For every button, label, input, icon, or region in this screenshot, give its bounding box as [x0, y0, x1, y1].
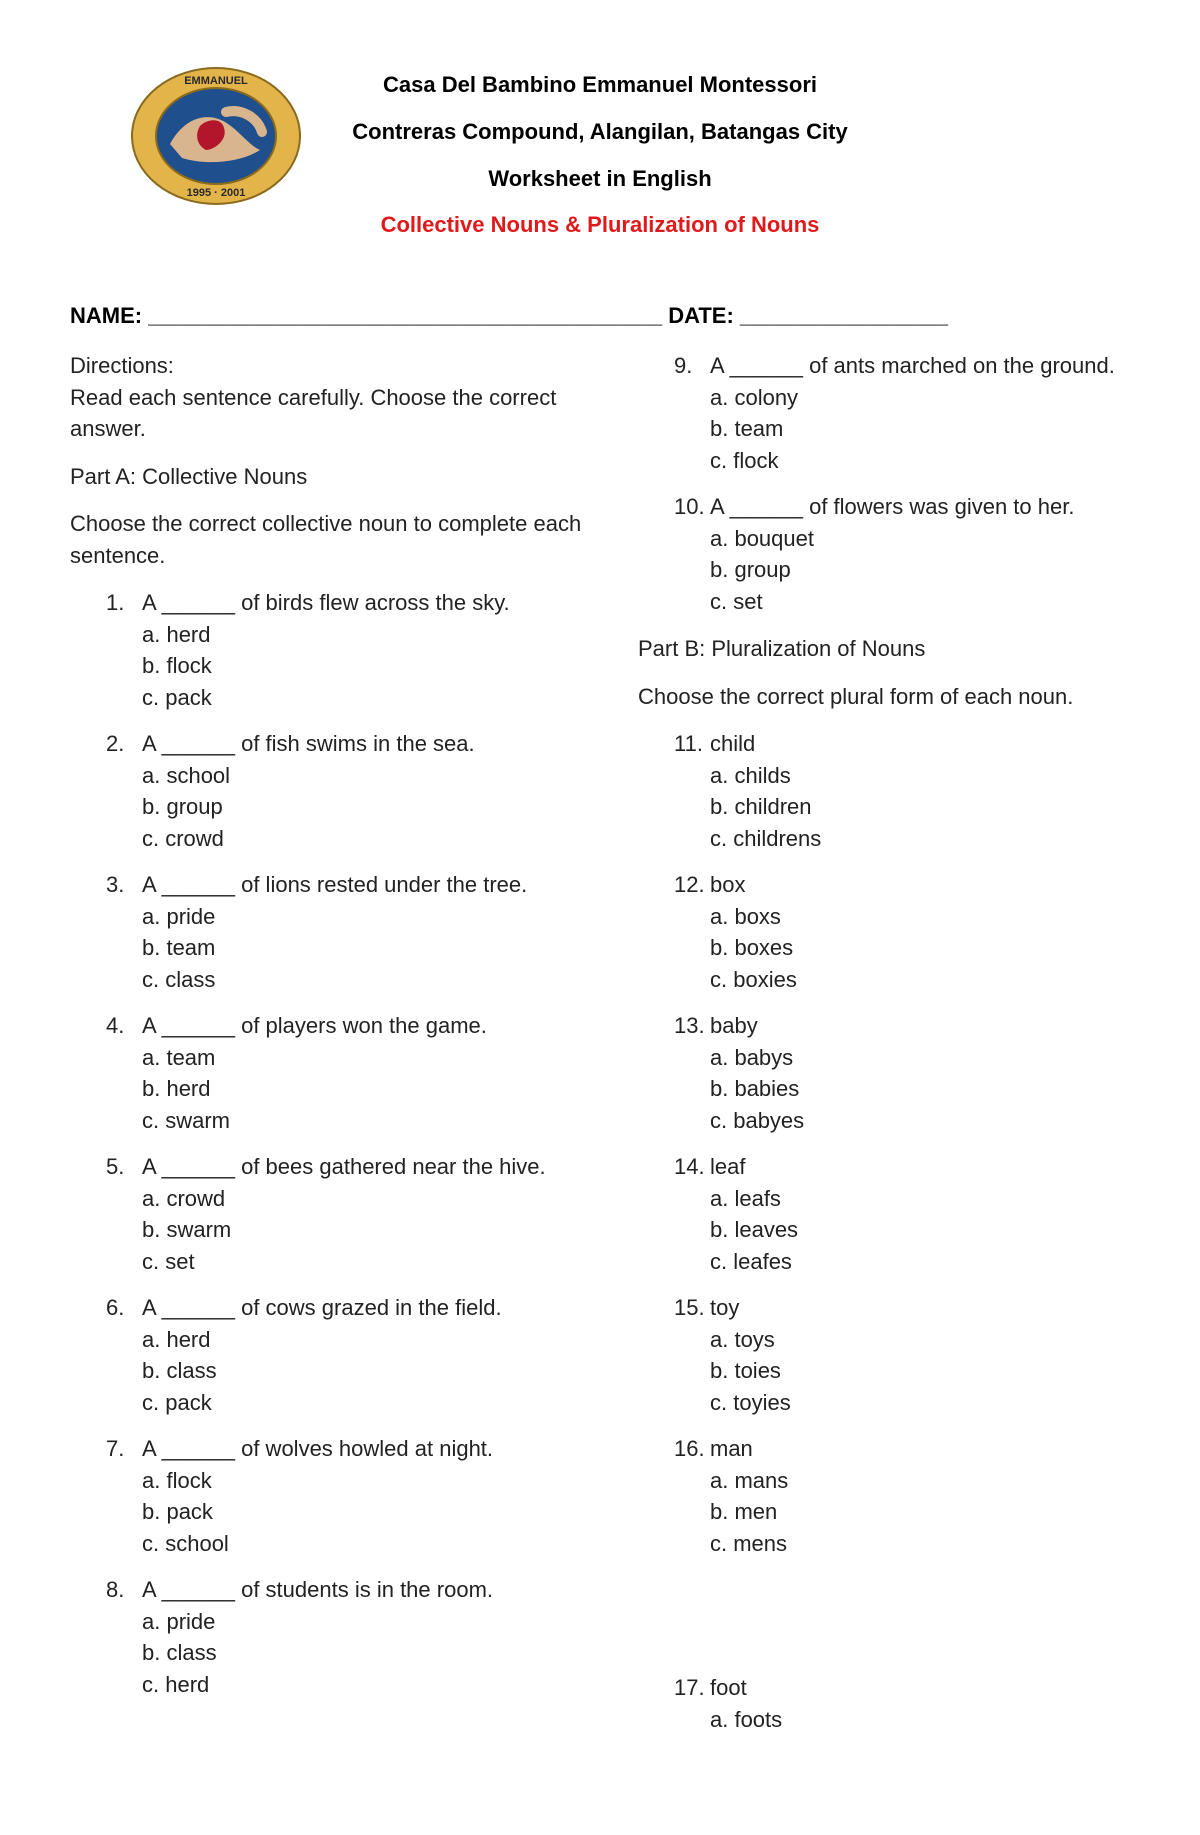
answer-option[interactable]: c. swarm [142, 1107, 230, 1133]
answer-option[interactable]: c. childrens [710, 825, 822, 851]
question-text: A ______ of cows grazed in the field. [142, 1295, 502, 1320]
name-label: NAME: [70, 303, 149, 328]
answer-option[interactable]: b. swarm [142, 1217, 232, 1242]
question-number: 7. [106, 1436, 125, 1461]
question-text: A ______ of fish swims in the sea. [142, 731, 475, 756]
right-column [638, 350, 1158, 1735]
answer-option[interactable]: a. leafs [710, 1185, 781, 1211]
svg-text:1995 · 2001: 1995 · 2001 [186, 187, 246, 199]
question [638, 350, 1158, 476]
answer-option[interactable]: b. team [710, 416, 784, 441]
answer-option[interactable]: b. children [710, 794, 812, 819]
worksheet-title: Worksheet in English [488, 166, 712, 191]
question [70, 1151, 590, 1277]
question-number: 14. [674, 1154, 705, 1179]
answer-option[interactable]: b. class [142, 1640, 217, 1665]
answer-option[interactable]: b. toies [710, 1358, 781, 1383]
question-text: A ______ of flowers was given to her. [710, 494, 1075, 519]
answer-option[interactable]: c. babyes [710, 1107, 805, 1133]
date-field[interactable]: _________________ [739, 303, 948, 328]
answer-option[interactable]: a. herd [142, 1326, 211, 1352]
answer-option[interactable]: c. flock [710, 447, 779, 473]
question-number: 11. [674, 731, 703, 756]
question-text: leaf [710, 1154, 746, 1179]
answer-option[interactable]: b. group [142, 794, 223, 819]
answer-option[interactable]: a. mans [710, 1467, 789, 1493]
question-number: 9. [674, 353, 693, 378]
answer-option[interactable]: c. class [142, 966, 216, 992]
question [70, 869, 590, 995]
svg-text:EMMANUEL: EMMANUEL [184, 75, 248, 87]
question-number: 2. [106, 731, 125, 756]
question-text: man [710, 1436, 753, 1461]
question [70, 587, 590, 713]
question-number: 10. [674, 494, 705, 519]
question [638, 1151, 1158, 1277]
answer-option[interactable]: b. group [710, 557, 791, 582]
answer-option[interactable]: c. school [142, 1530, 229, 1556]
question [70, 1010, 590, 1136]
answer-option[interactable]: a. flock [142, 1467, 212, 1493]
answer-option[interactable]: a. school [142, 762, 231, 788]
question-text: A ______ of bees gathered near the hive. [142, 1154, 546, 1179]
question [638, 491, 1158, 617]
question-text: A ______ of players won the game. [142, 1013, 487, 1038]
question-number: 5. [106, 1154, 125, 1179]
name-date-line [70, 303, 1130, 329]
question-text: A ______ of ants marched on the ground. [710, 353, 1115, 378]
question-number: 16. [674, 1436, 705, 1461]
answer-option[interactable]: c. pack [142, 1389, 212, 1415]
answer-option[interactable]: a. toys [710, 1326, 775, 1352]
answer-option[interactable]: a. childs [710, 762, 791, 788]
answer-option[interactable]: c. leafes [710, 1248, 792, 1274]
answer-option[interactable]: a. pride [142, 903, 216, 929]
question-number: 3. [106, 872, 125, 897]
left-column [70, 350, 590, 1700]
question-number: 1. [106, 590, 125, 615]
answer-option[interactable]: b. herd [142, 1076, 211, 1101]
directions-text: Read each sentence carefully. Choose the correct answer. [70, 384, 557, 441]
question-text: foot [710, 1675, 747, 1700]
name-field[interactable]: __________________________________________ [148, 303, 663, 328]
question-text: toy [710, 1295, 740, 1320]
answer-option[interactable]: c. toyies [710, 1389, 791, 1415]
question [638, 1672, 1158, 1735]
answer-option[interactable]: c. herd [142, 1671, 210, 1697]
worksheet-topic: Collective Nouns & Pluralization of Nouns [380, 212, 820, 237]
question-text: baby [710, 1013, 758, 1038]
answer-option[interactable]: a. herd [142, 621, 211, 647]
answer-option[interactable]: a. babys [710, 1044, 794, 1070]
question-text: A ______ of birds flew across the sky. [142, 590, 510, 615]
question [70, 728, 590, 854]
question-number: 6. [106, 1295, 125, 1320]
directions-title: Directions: [70, 353, 174, 378]
question [638, 1010, 1158, 1136]
answer-option[interactable]: c. mens [710, 1530, 788, 1556]
question [638, 1292, 1158, 1418]
answer-option[interactable]: a. bouquet [710, 525, 814, 551]
answer-option[interactable]: b. boxes [710, 935, 794, 960]
school-address: Contreras Compound, Alangilan, Batangas City [352, 119, 848, 144]
question-text: A ______ of wolves howled at night. [142, 1436, 494, 1461]
answer-option[interactable]: c. set [710, 588, 763, 614]
question-text: child [710, 731, 756, 756]
question-text: A ______ of students is in the room. [142, 1577, 494, 1602]
answer-option[interactable]: a. team [142, 1044, 216, 1070]
part-a-title: Part A: Collective Nouns [70, 463, 308, 489]
question [638, 728, 1158, 854]
question-number: 8. [106, 1577, 125, 1602]
answer-option[interactable]: a. boxs [710, 903, 781, 929]
answer-option[interactable]: c. pack [142, 684, 212, 710]
answer-option[interactable]: b. leaves [710, 1217, 799, 1242]
answer-option[interactable]: b. team [142, 935, 216, 960]
question [70, 1292, 590, 1418]
question-number: 15. [674, 1295, 705, 1320]
part-b-instruction: Choose the correct plural form of each noun. [638, 683, 1074, 709]
answer-option[interactable]: a. colony [710, 384, 799, 410]
answer-option[interactable]: b. men [710, 1499, 778, 1524]
date-label: DATE: [662, 303, 740, 328]
answer-option[interactable]: c. set [142, 1248, 195, 1274]
part-a-instruction: Choose the correct collective noun to complete each sentence. [70, 511, 582, 568]
school-name: Casa Del Bambino Emmanuel Montessori [383, 72, 817, 97]
question-number: 4. [106, 1013, 125, 1038]
part-b-title: Part B: Pluralization of Nouns [638, 636, 926, 661]
answer-option[interactable]: b. flock [142, 653, 212, 678]
question [70, 1574, 590, 1700]
question-text: A ______ of lions rested under the tree. [142, 872, 528, 897]
question [638, 869, 1158, 995]
answer-option[interactable]: b. class [142, 1358, 217, 1383]
answer-option[interactable]: a. foots [710, 1706, 783, 1732]
question [70, 1433, 590, 1559]
answer-option[interactable]: c. boxies [710, 966, 797, 992]
question [638, 1433, 1158, 1559]
answer-option[interactable]: a. pride [142, 1608, 216, 1634]
question-number: 12. [674, 872, 705, 897]
question-text: box [710, 872, 746, 897]
question-number: 13. [674, 1013, 705, 1038]
answer-option[interactable]: b. pack [142, 1499, 213, 1524]
answer-option[interactable]: c. crowd [142, 825, 224, 851]
answer-option[interactable]: b. babies [710, 1076, 800, 1101]
answer-option[interactable]: a. crowd [142, 1185, 226, 1211]
question-number: 17. [674, 1675, 705, 1700]
